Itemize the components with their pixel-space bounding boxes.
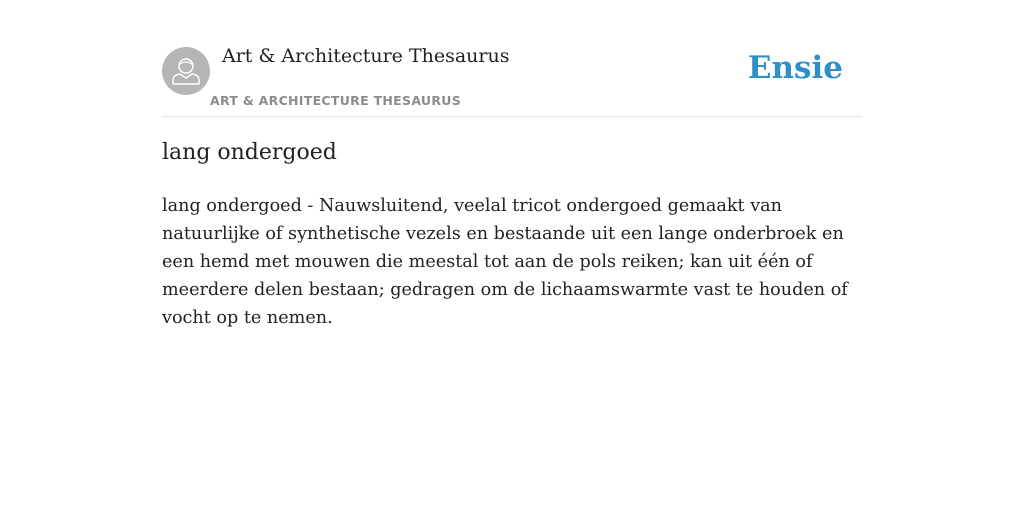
user-placeholder-icon — [162, 47, 210, 95]
brand-logo[interactable]: Ensie — [747, 50, 843, 86]
category-label[interactable]: ART & ARCHITECTURE THESAURUS — [210, 93, 462, 108]
definition-text: lang ondergoed - Nauwsluitend, veelal tricot ondergoed gemaakt van natuurlijke of synthetische vezels en bestaande uit een lange onderbroek en een hemd met mouwen die meestal tot aan de pols reiken; kan uit één of meerdere delen bestaan; gedragen om de lichaamswarmte vast te houden of vocht op te nemen. — [162, 196, 848, 328]
author-name[interactable]: Art & Architecture Thesaurus — [222, 45, 510, 67]
header — [162, 40, 862, 117]
avatar[interactable] — [162, 47, 210, 95]
term-title: lang ondergoed — [162, 140, 337, 165]
